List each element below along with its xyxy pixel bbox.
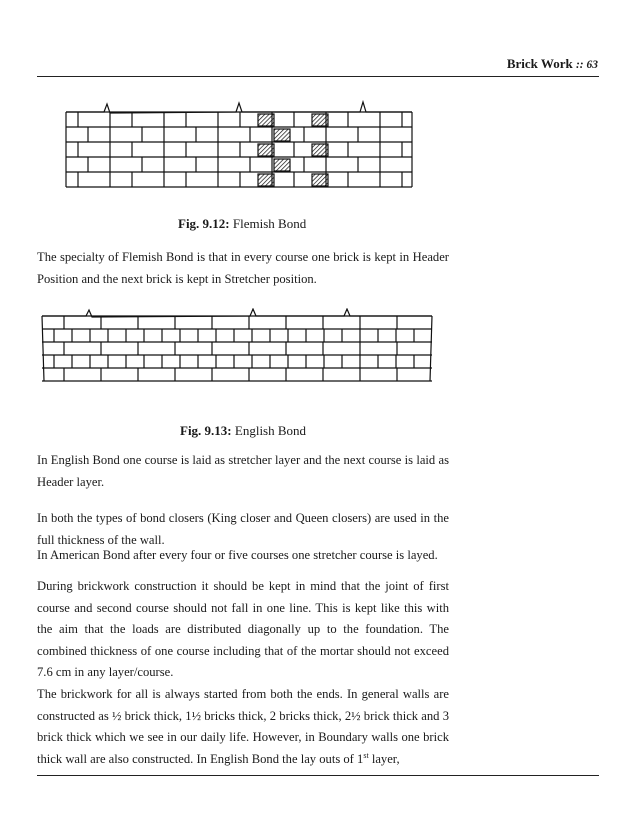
- paragraph-tail: layer,: [371, 751, 400, 766]
- figure-caption-english: [180, 423, 306, 439]
- paragraph: The specialty of Flemish Bond is that in every course one brick is kept in Header Position and the next brick is kept in Stretcher position.: [37, 250, 449, 286]
- hatched-header-brick: [312, 114, 328, 126]
- paragraph: In English Bond one course is laid as stretcher layer and the next course is laid as Header layer.: [37, 453, 449, 489]
- wall-right-edge: [430, 316, 432, 381]
- figure-title: Flemish Bond: [232, 216, 307, 231]
- paragraph-last: [37, 684, 449, 770]
- english-wall: [42, 309, 432, 381]
- figure-label: Fig. 9.12:: [178, 216, 230, 231]
- header-title: Brick Work: [506, 56, 573, 71]
- figure-caption-flemish: [178, 216, 306, 232]
- footer-rule: [37, 775, 599, 776]
- hatched-header-brick: [258, 114, 274, 126]
- paragraph: In American Bond after every four or five courses one stretcher course is layed.: [37, 548, 438, 562]
- hatched-header-brick: [274, 159, 290, 171]
- english-bond-figure: [38, 308, 438, 384]
- paragraph: In both the types of bond closers (King closer and Queen closers) are used in the full thickness of the wall.: [37, 511, 449, 547]
- flemish-wall: [66, 102, 412, 187]
- hatched-header-brick: [258, 144, 274, 156]
- hatched-header-brick: [312, 144, 328, 156]
- superscript: st: [363, 750, 369, 760]
- hatched-header-brick: [274, 129, 290, 141]
- header-rule: [37, 76, 599, 77]
- paragraph-text: The brickwork for all is always started from both the ends. In general walls are constructed as ½ brick thick, 1½ bricks thick, 2 bricks thick, 2½ brick thick and 3 brick thick which we see in our daily life. However, in Boundary walls one brick thick wall are also constructed. In English Bond the lay outs of 1: [37, 687, 449, 766]
- page-number: :: 63: [575, 59, 598, 71]
- running-header: [507, 56, 598, 72]
- hatched-header-brick: [258, 174, 274, 186]
- wall-top-edge: [66, 102, 412, 113]
- wall-left-edge: [42, 316, 44, 381]
- hatched-header-brick: [312, 174, 328, 186]
- flemish-bond-figure: [60, 98, 420, 194]
- paragraph: During brickwork construction it should be kept in mind that the joint of first course and second course should not fall in one line. This is kept like this with the aim that the loads are distributed diagonally up to the foundation. The combined thickness of one course including that of the mortar should not exceed 7.6 cm in any layer/course.: [37, 579, 449, 679]
- figure-label: Fig. 9.13:: [180, 423, 232, 438]
- figure-title: English Bond: [234, 423, 307, 438]
